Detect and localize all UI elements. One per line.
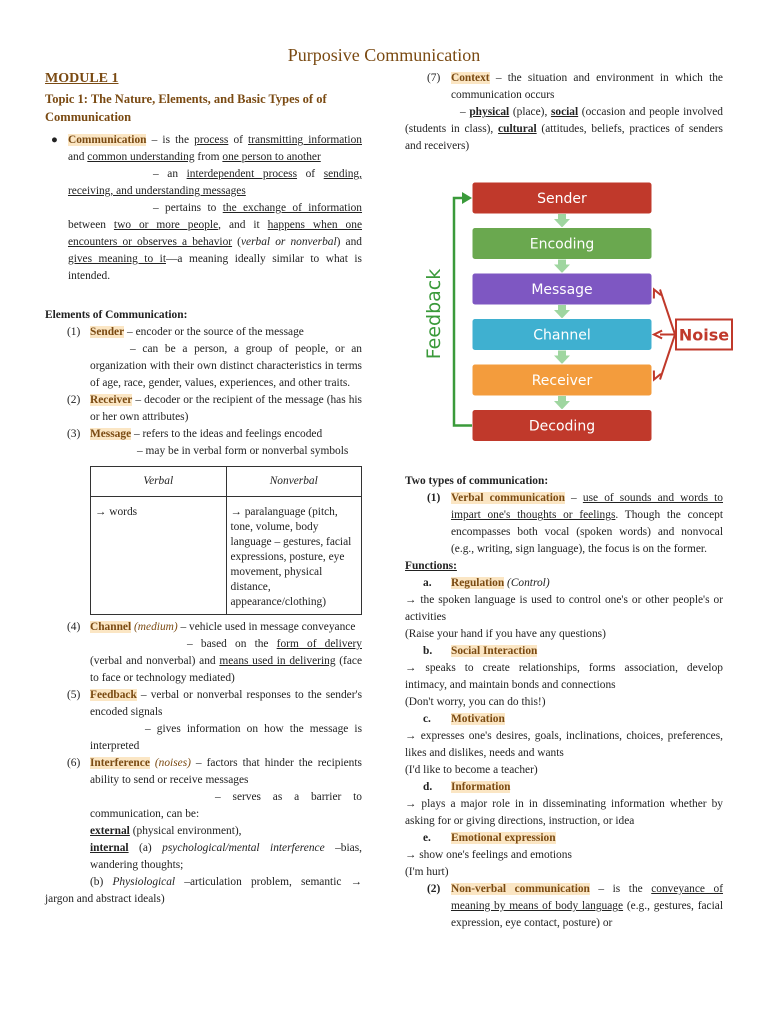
term-verbal-communication: Verbal communication [451, 492, 565, 504]
definition-2 [68, 166, 362, 200]
term-feedback: Feedback [90, 689, 137, 701]
text [45, 874, 362, 908]
down-arrow-icon [554, 351, 570, 365]
text: between [68, 219, 114, 231]
noise-label: Noise [678, 325, 730, 345]
table-header-nonverbal: Nonverbal [226, 467, 362, 497]
item-number: (2) [427, 883, 441, 895]
function-example: (Don't worry, you can do this!) [405, 696, 546, 708]
function-description: → plays a major role in in disseminating information whether by asking for or giving directions, instruction, or idea [405, 798, 723, 827]
text: – gives information on how the message is interpreted [90, 723, 362, 752]
text: – decoder or the recipient of the message (has his or her own attributes) [90, 394, 362, 423]
feedback-loop-line [454, 198, 472, 426]
verbal-communication [405, 490, 723, 558]
diagram-box-label: Channel [533, 327, 591, 344]
text: – based on the [187, 638, 277, 650]
text: gives meaning to it [68, 253, 166, 265]
verbal-nonverbal-table [90, 466, 362, 615]
diagram-box-sender [472, 182, 652, 214]
item-number: (5) [67, 689, 81, 701]
topic-heading: Topic 1: The Nature, Elements, and Basic Types of of Communication [45, 92, 327, 124]
diagram-box-label: Encoding [529, 236, 595, 253]
text: social [550, 106, 579, 118]
text: common understanding [87, 151, 195, 163]
text: from [194, 151, 223, 163]
communication-definition [45, 132, 362, 285]
function-name: Information [451, 781, 511, 793]
text: means used in delivering [219, 655, 336, 667]
diagram-box-label: Message [531, 282, 593, 298]
text: interdependent process [186, 168, 298, 180]
text: one person to another [222, 151, 321, 163]
term-nonverbal-communication: Non-verbal communication [451, 883, 590, 895]
text: – [460, 106, 470, 118]
text: (medium) [131, 621, 178, 633]
text: process [194, 134, 229, 146]
function-letter: e. [423, 832, 431, 844]
diagram-box-channel [472, 319, 652, 351]
text: and [68, 151, 88, 163]
element-interference [45, 755, 362, 908]
text: , and it [218, 219, 268, 231]
item-number: (3) [67, 428, 81, 440]
item-number: (1) [67, 326, 81, 338]
text: conveyance of meaning by means of body language [451, 883, 724, 912]
function-example: (I'm hurt) [405, 866, 449, 878]
text: cultural [498, 123, 537, 135]
down-arrow-icon [554, 305, 570, 319]
text: – refers to the ideas and feelings encoded [131, 428, 323, 440]
function-description: → speaks to create relationships, forms association, develop intimacy, and maintain bonds and connections [405, 662, 723, 691]
function-letter: b. [423, 645, 433, 657]
text: happens when one encounters or observes a behavior [68, 219, 363, 248]
text: transmitting information [248, 134, 362, 146]
text: external [90, 825, 130, 837]
text: verbal or nonverbal [240, 236, 337, 248]
text: – factors that hinder the recipients ability to send or receive messages [90, 757, 362, 786]
element-feedback [45, 687, 362, 755]
item-number: (2) [67, 394, 81, 406]
term-interference: Interference [90, 757, 150, 769]
text: (face to face or technology mediated) [90, 655, 362, 684]
text: –bias, wandering thoughts; [90, 842, 362, 871]
text: (place), [509, 106, 551, 118]
noise-arrow-line [660, 335, 675, 380]
text: of [228, 134, 249, 146]
text: physical [469, 106, 510, 118]
elements-heading: Elements of Communication: [45, 309, 188, 321]
table-cell-nonverbal: → paralanguage (pitch, tone, volume, body language – gestures, facial expressions, posture, eye movement, physical distance, appearance/clothing) [226, 497, 362, 615]
text: —a meaning ideally similar to what is intended. [68, 253, 362, 282]
text: (verbal and nonverbal) and [90, 655, 220, 667]
communication-process-diagram [418, 178, 738, 442]
function-name: Social Interaction [451, 645, 538, 657]
text: – is the [589, 883, 652, 895]
text: – vehicle used in message conveyance [177, 621, 356, 633]
table-cell-verbal: → words [91, 497, 227, 615]
text: – an [153, 168, 187, 180]
nonverbal-communication [405, 881, 723, 932]
noise-arrow-line [660, 290, 675, 335]
text: Physiological [112, 876, 176, 888]
text: two or more people [113, 219, 219, 231]
down-arrow-icon [554, 396, 570, 410]
function-example: (Raise your hand if you have any questions) [405, 628, 606, 640]
text: psychological/mental interference [162, 842, 325, 854]
text [405, 104, 723, 155]
function-description: → the spoken language is used to control one's or other people's or activities [405, 594, 723, 623]
function-letter: a. [423, 577, 432, 589]
element-message [45, 426, 362, 460]
page-title: Purposive Communication [287, 45, 481, 65]
diagram-box-label: Receiver [531, 373, 593, 389]
function-heading [405, 779, 723, 796]
text: form of delivery [276, 638, 362, 650]
module-heading: MODULE 1 [45, 71, 119, 86]
text [90, 823, 362, 840]
arrow-right-icon [462, 192, 472, 204]
functions-heading: Functions: [405, 560, 457, 572]
element-context [405, 70, 723, 155]
term-communication: Communication [68, 134, 147, 146]
definition-3 [45, 200, 362, 285]
text: ( [232, 236, 241, 248]
text: ) and [336, 236, 362, 248]
element-receiver [45, 392, 362, 426]
text: – serves as a barrier to communication, can be: [90, 791, 362, 820]
text: (noises) [149, 757, 191, 769]
function-heading [405, 643, 723, 660]
left-column [45, 70, 362, 908]
text: – can be a person, a group of people, or an organization with their own distinct characteristics in terms of age, race, gender, values, experiences, and other traits. [90, 343, 362, 389]
function-example: (I'd like to become a teacher) [405, 764, 538, 776]
table-header-verbal: Verbal [91, 467, 227, 497]
text: – may be in verbal form or nonverbal symbols [137, 445, 349, 457]
text: the exchange of information [222, 202, 363, 214]
function-description: → expresses one's desires, goals, inclinations, choices, preferences, likes and dislikes, needs and wants [405, 730, 723, 759]
text: (occasion and people involved (students in class), [405, 106, 723, 135]
text: (physical environment), [129, 825, 242, 837]
term-channel: Channel [90, 621, 132, 633]
item-number: (7) [427, 72, 441, 84]
text: – [564, 492, 583, 504]
item-number: (4) [67, 621, 81, 633]
function-name: Motivation [451, 713, 505, 725]
text: (b) [90, 876, 113, 888]
text: sending, receiving, and understanding messages [68, 168, 362, 197]
bullet-icon: ● [51, 134, 58, 146]
text: . Though the concept encompasses both vocal (spoken words) and nonvocal (e.g., writing, sign language), the focus is on the former. [451, 509, 724, 555]
function-name: Emotional expression [451, 832, 556, 844]
types-heading: Two types of communication: [405, 475, 549, 487]
text: of [297, 168, 324, 180]
text [90, 636, 362, 687]
text: – pertains to [153, 202, 223, 214]
down-arrow-icon [554, 214, 570, 228]
function-extra: (Control) [504, 577, 550, 589]
element-sender [45, 324, 362, 392]
diagram-box-label: Decoding [528, 418, 596, 435]
function-heading [405, 711, 723, 728]
function-heading [405, 575, 723, 592]
diagram-box-decoding [472, 410, 652, 442]
text: use of sounds and words to impart one's thoughts or feelings [451, 492, 723, 521]
diagram-box-message [472, 273, 652, 305]
diagram-box-label: Sender [537, 191, 587, 207]
function-heading [405, 830, 723, 847]
text [90, 840, 362, 874]
function-letter: d. [423, 781, 433, 793]
text: (attitudes, beliefs, practices of senders and receivers) [405, 123, 723, 152]
term-message: Message [90, 428, 132, 440]
text: (a) [128, 842, 163, 854]
functions-list [405, 575, 723, 881]
text: (e.g., gestures, facial expression, eye contact, posture) or [451, 900, 723, 929]
item-number: (1) [427, 492, 441, 504]
term-context: Context [451, 72, 490, 84]
feedback-label: Feedback [423, 268, 445, 360]
function-description: → show one's feelings and emotions [405, 849, 572, 861]
text: – the situation and environment in which the communication occurs [451, 72, 723, 101]
text: – is the [146, 134, 195, 146]
text: –articulation problem, semantic → jargon and abstract ideals) [45, 876, 362, 905]
element-channel [45, 619, 362, 687]
function-letter: c. [423, 713, 431, 725]
term-sender: Sender [90, 326, 125, 338]
down-arrow-icon [554, 260, 570, 274]
diagram-box-encoding [472, 228, 652, 260]
item-number: (6) [67, 757, 81, 769]
text: internal [90, 842, 129, 854]
term-receiver: Receiver [90, 394, 133, 406]
text: – encoder or the source of the message [124, 326, 304, 338]
diagram-box-receiver [472, 364, 652, 396]
function-name: Regulation [451, 577, 505, 589]
text: – verbal or nonverbal responses to the sender's encoded signals [90, 689, 362, 718]
